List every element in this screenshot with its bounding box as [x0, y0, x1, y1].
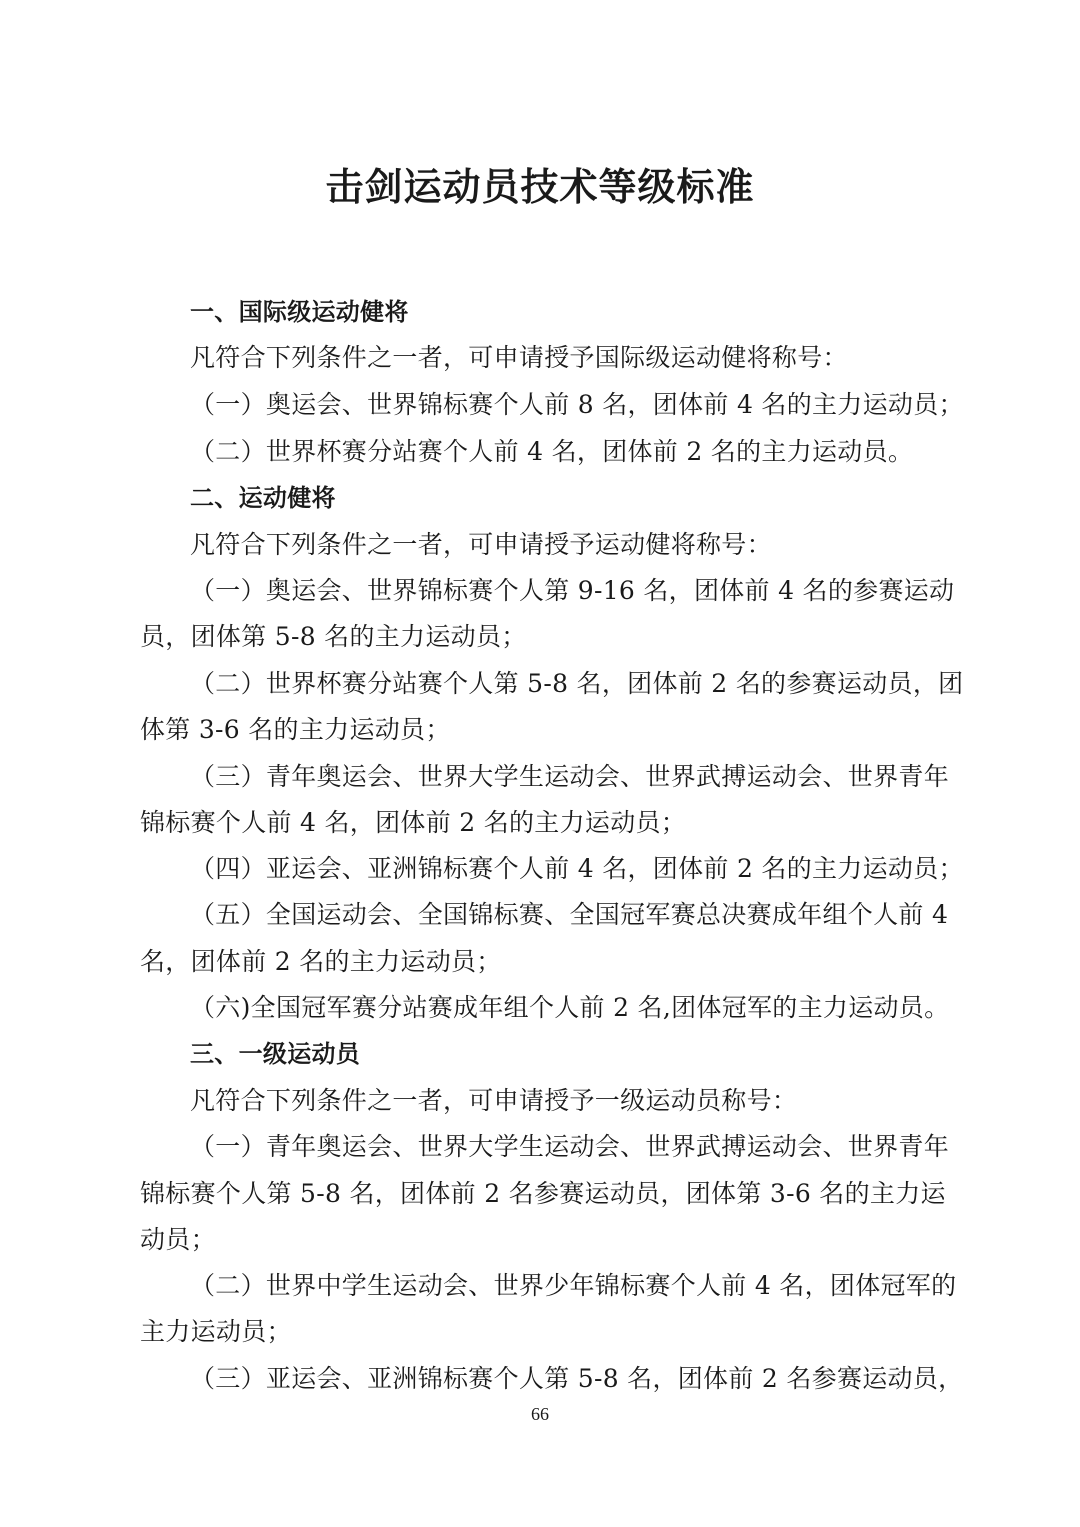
- criterion-line-continued: 锦标赛个人第 5-8 名，团体前 2 名参赛运动员，团体第 3-6 名的主力运: [140, 1179, 946, 1208]
- criterion-line-continued: 名，团体前 2 名的主力运动员；: [140, 947, 502, 976]
- section-heading-international-master: 一、国际级运动健将: [190, 298, 409, 326]
- section-intro: 凡符合下列条件之一者，可申请授予国际级运动健将称号：: [190, 343, 848, 372]
- criterion-line: （一）奥运会、世界锦标赛个人第 9-16 名，团体前 4 名的参赛运动: [190, 576, 955, 605]
- section-heading-first-grade: 三、一级运动员: [190, 1040, 361, 1068]
- page-number: 66: [531, 1404, 549, 1424]
- criterion-line: （二）世界杯赛分站赛个人前 4 名，团体前 2 名的主力运动员。: [190, 437, 914, 466]
- criterion-line: （二）世界杯赛分站赛个人第 5-8 名，团体前 2 名的参赛运动员，团: [190, 669, 964, 698]
- criterion-line-continued: 体第 3-6 名的主力运动员；: [140, 715, 451, 744]
- criterion-line-continued: 主力运动员；: [140, 1317, 292, 1346]
- criterion-line: （二）世界中学生运动会、世界少年锦标赛个人前 4 名，团体冠军的: [190, 1271, 957, 1300]
- document-title: 击剑运动员技术等级标准: [325, 164, 755, 209]
- criterion-line: （四）亚运会、亚洲锦标赛个人前 4 名，团体前 2 名的主力运动员；: [190, 854, 964, 883]
- criterion-line-continued: 员，团体第 5-8 名的主力运动员；: [140, 622, 527, 651]
- criterion-line: （三）青年奥运会、世界大学生运动会、世界武搏运动会、世界青年: [190, 762, 950, 791]
- criterion-line: （一）青年奥运会、世界大学生运动会、世界武搏运动会、世界青年: [190, 1132, 950, 1161]
- section-intro: 凡符合下列条件之一者，可申请授予一级运动员称号：: [190, 1086, 798, 1115]
- criterion-line: （六)全国冠军赛分站赛成年组个人前 2 名,团体冠军的主力运动员。: [190, 993, 950, 1022]
- section-intro: 凡符合下列条件之一者，可申请授予运动健将称号：: [190, 530, 772, 559]
- criterion-line: （三）亚运会、亚洲锦标赛个人第 5-8 名，团体前 2 名参赛运动员，: [190, 1364, 964, 1393]
- criterion-line: （五）全国运动会、全国锦标赛、全国冠军赛总决赛成年组个人前 4: [190, 900, 949, 929]
- criterion-line: （一）奥运会、世界锦标赛个人前 8 名，团体前 4 名的主力运动员；: [190, 390, 964, 419]
- criterion-line-continued: 动员；: [140, 1225, 216, 1254]
- section-heading-master: 二、运动健将: [190, 484, 336, 512]
- criterion-line-continued: 锦标赛个人前 4 名，团体前 2 名的主力运动员；: [140, 808, 687, 837]
